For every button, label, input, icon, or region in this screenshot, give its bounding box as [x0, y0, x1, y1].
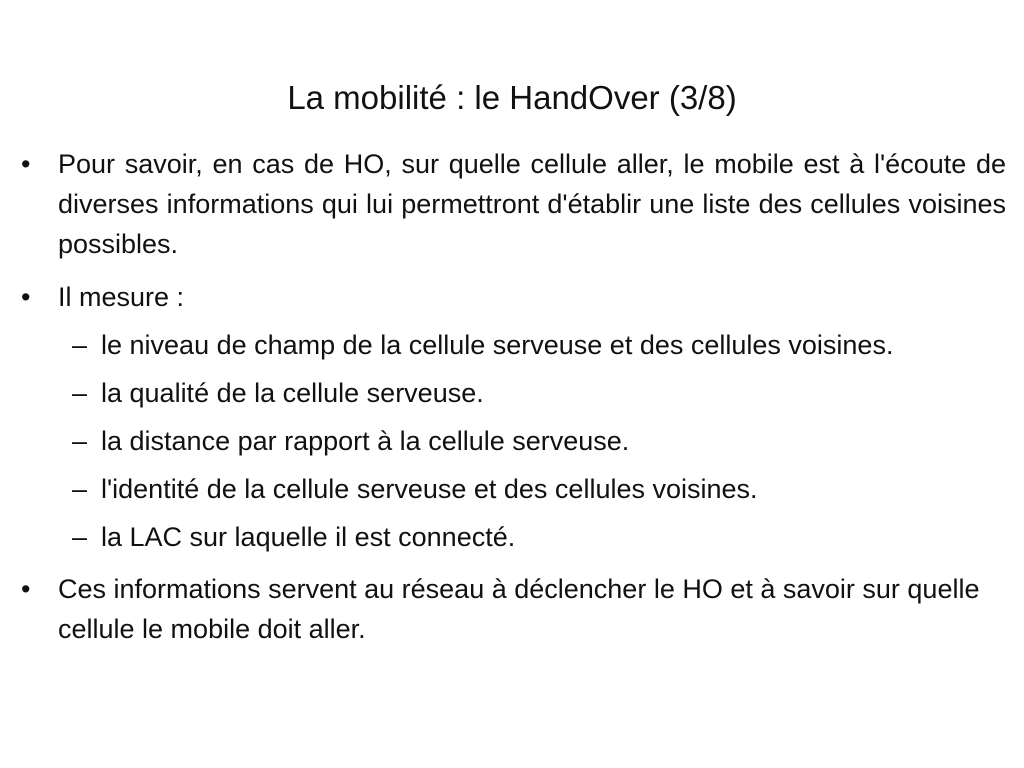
bullet-item [0, 569, 1024, 649]
bullet-text: Il mesure : [58, 282, 185, 312]
sub-marker: – [72, 330, 88, 360]
sub-item [0, 517, 1024, 557]
sub-item [0, 373, 1024, 413]
sub-text: la qualité de la cellule serveuse. [101, 378, 484, 408]
bullet-text: Pour savoir, en cas de HO, sur quelle cellule aller, le mobile est à l'écoute de diverses informations qui lui permettront d'établir une liste des cellules voisines possibles. [58, 149, 1006, 259]
bullet-text: Ces informations servent au réseau à déclencher le HO et à savoir sur quelle cellule le mobile doit aller. [58, 574, 980, 644]
bullet-item [0, 144, 1024, 264]
sub-list [0, 325, 1024, 557]
bullet-marker: • [21, 282, 31, 312]
bullet-marker: • [21, 574, 31, 604]
sub-text: l'identité de la cellule serveuse et des cellules voisines. [101, 474, 758, 504]
sub-marker: – [72, 426, 88, 456]
sub-marker: – [72, 378, 88, 408]
sub-item [0, 421, 1024, 461]
sub-marker: – [72, 522, 88, 552]
bullet-item [0, 277, 1024, 317]
sub-item [0, 325, 1024, 365]
sub-text: la LAC sur laquelle il est connecté. [101, 522, 516, 552]
sub-text: la distance par rapport à la cellule serveuse. [101, 426, 630, 456]
slide-title: La mobilité : le HandOver (3/8) [287, 79, 737, 116]
sub-text: le niveau de champ de la cellule serveuse et des cellules voisines. [101, 330, 894, 360]
bullet-marker: • [21, 149, 31, 179]
sub-marker: – [72, 474, 88, 504]
sub-item [0, 469, 1024, 509]
slide-body [0, 144, 1024, 662]
